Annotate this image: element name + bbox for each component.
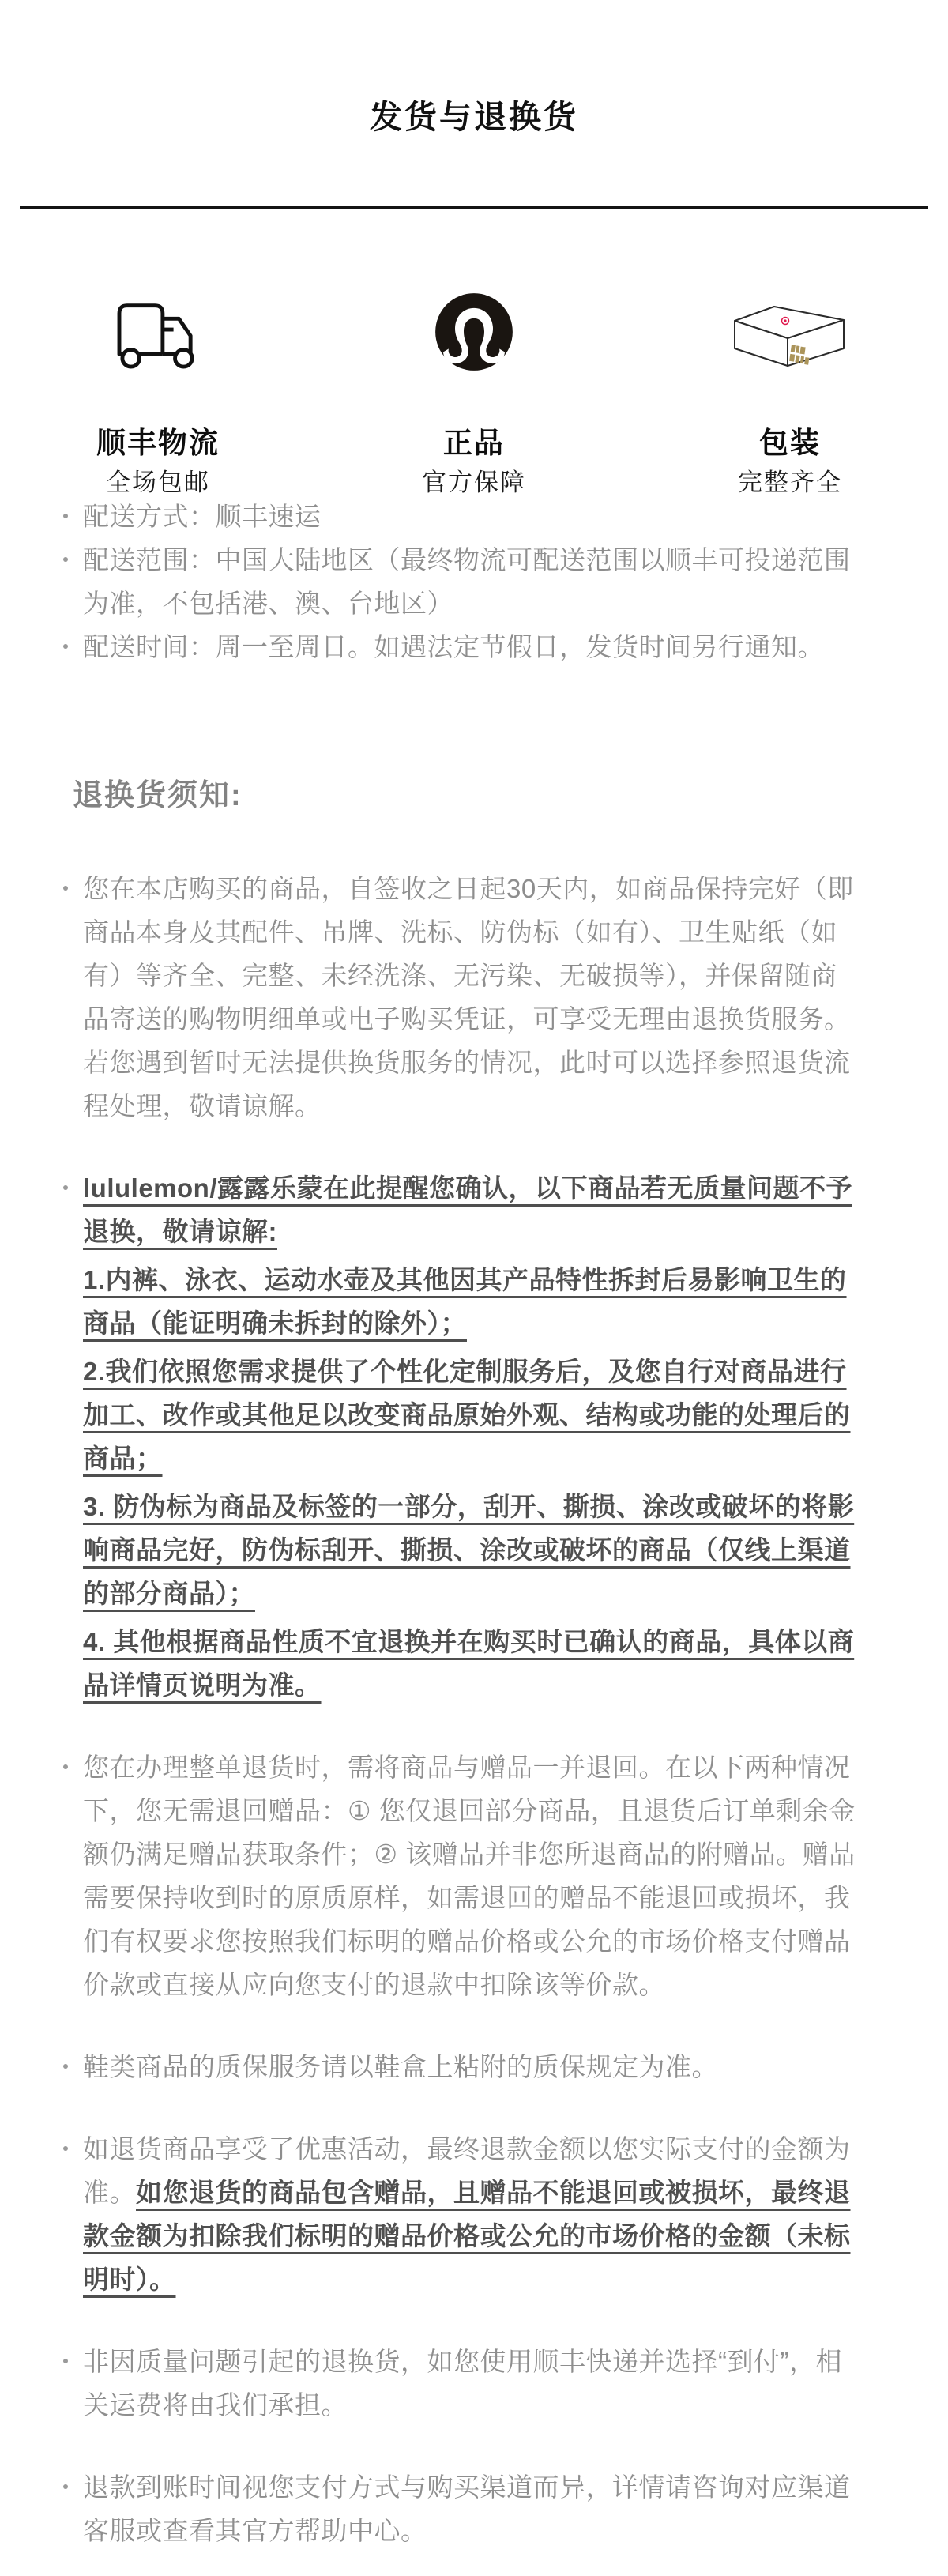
feature-sf-logistics [0, 288, 316, 495]
returns-item-text: 鞋类商品的质保服务请以鞋盒上粘附的质保规定为准。 [83, 2052, 718, 2081]
feature-row [0, 288, 948, 495]
feature-packaging [632, 288, 948, 495]
returns-item-text: 您在办理整单退货时，需将商品与赠品一并退回。在以下两种情况下，您无需退回赠品：① 您仅退回部分商品，且退货后订单剩余金额仍满足赠品获取条件；② 该赠品并非您所退商品的附赠品。赠品需要保持收到时的原质原样，如需退回的赠品不能退回或损坏，我们有权要求您按照我们标明的赠品价格或公允的市场价格支付赠品价款或直接从应向您支付的退款中扣除该等价款。 [83, 1753, 856, 1999]
feature-subtitle: 官方保障 [422, 469, 526, 496]
returns-item-text: 退款到账时间视您支付方式与购买渠道而异，详情请咨询对应渠道客服或查看其官方帮助中心。 [83, 2472, 851, 2545]
list-item [63, 2045, 863, 2088]
shipping-notes-list [63, 495, 863, 668]
feature-subtitle: 完整齐全 [738, 469, 842, 496]
list-item: 配送方式：顺丰速运 [63, 495, 863, 538]
list-item [63, 2465, 863, 2552]
returns-item-clause: 1.内裤、泳衣、运动水壶及其他因其产品特性拆封后易影响卫生的商品（能证明确未拆封的除外）； [83, 1265, 847, 1338]
list-item [63, 1166, 863, 1707]
returns-item-text: 如退货商品享受了优惠活动，最终退款金额以您实际支付的金额为准。 [83, 2134, 851, 2207]
lululemon-logo-icon [316, 288, 632, 376]
returns-section-heading: 退换货须知: [73, 779, 243, 812]
list-item [63, 2127, 863, 2301]
feature-title: 正品 [443, 427, 505, 459]
list-item [63, 867, 863, 1128]
returns-item-clause: 3. 防伪标为商品及标签的一部分，刮开、撕损、涂改或破坏的将影响商品完好，防伪标刮开、撕损、涂改或破坏的商品（仅线上渠道的部分商品）； [83, 1492, 855, 1608]
feature-authentic [316, 288, 632, 495]
returns-item-text: 非因质量问题引起的退换货，如您使用顺丰快递并选择“到付”，相关运费将由我们承担。 [83, 2347, 842, 2420]
returns-item-emphasized-text: 如您退货的商品包含赠品，且赠品不能退回或被损坏，最终退款金额为扣除我们标明的赠品价格或公允的市场价格的金额（未标明时）。 [83, 2178, 851, 2294]
returns-item-clause: 4. 其他根据商品性质不宜退换并在购买时已确认的商品，具体以商品详情页说明为准。 [83, 1627, 855, 1700]
returns-notes-list [63, 867, 863, 2552]
list-item [63, 1746, 863, 2006]
returns-item-text: lululemon/露露乐蒙在此提醒您确认，以下商品若无质量问题不予退换，敬请谅解: [83, 1173, 852, 1246]
list-item [63, 2340, 863, 2427]
returns-item-clause: 2.我们依照您需求提供了个性化定制服务后，及您自行对商品进行加工、改作或其他足以改变商品原始外观、结构或功能的处理后的商品； [83, 1357, 851, 1473]
list-item: 配送范围：中国大陆地区（最终物流可配送范围以顺丰可投递范围为准，不包括港、澳、台地区） [63, 538, 863, 625]
feature-title: 顺丰物流 [96, 427, 220, 459]
package-box-icon [632, 288, 948, 376]
title-divider [20, 206, 928, 209]
feature-subtitle: 全场包邮 [106, 469, 210, 496]
delivery-truck-icon [0, 288, 316, 376]
feature-title: 包装 [759, 427, 821, 459]
page-title: 发货与退换货 [370, 99, 578, 135]
returns-item-text: 您在本店购买的商品，自签收之日起30天内，如商品保持完好（即商品本身及其配件、吊牌、洗标、防伪标（如有）、卫生贴纸（如有）等齐全、完整、未经洗涤、无污染、无破损等），并保留随商品寄送的购物明细单或电子购买凭证，可享受无理由退换货服务。若您遇到暂时无法提供换货服务的情况，此时可以选择参照退货流程处理，敬请谅解。 [83, 874, 854, 1120]
list-item: 配送时间：周一至周日。如遇法定节假日，发货时间另行通知。 [63, 625, 863, 668]
